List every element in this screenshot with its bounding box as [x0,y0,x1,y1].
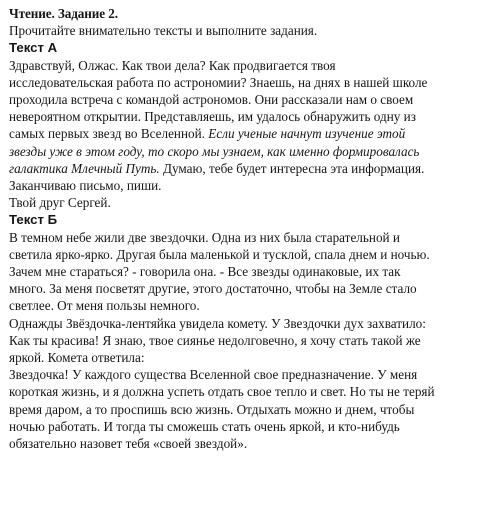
text-b-line: светлее. От меня пользы немного. [9,298,200,314]
text-a-italic-fragment: галактика Млечный Путь. [9,160,160,176]
text-a-line [9,160,475,177]
text-b-line: Зачем мне стараться? - говорила она. - Все звезды одинаковые, их так [9,264,401,280]
text-b-line: светила ярко-ярко. Другая была маленькой и тусклой, спала днем и ночью. [9,246,430,262]
text-b-line: ночью работать. И тогда ты сможешь стать очень яркой, и кто-нибудь [9,418,400,434]
text-b-heading: Текст Б [9,212,58,228]
text-a-italic-fragment: Если ученые начнут изучение этой [208,126,406,142]
text-b-line: Как ты красива! Я знаю, твое сиянье недолговечно, я хочу стать такой же [9,332,421,348]
text-a-line: невероятном открытии. Представляешь, им удалось обнаружить одну из [9,109,416,125]
text-a-section [9,39,475,211]
text-b-line: обязательно назовет тебя «своей звездой». [9,436,248,452]
text-a-line: Заканчиваю письмо, пиши. [9,178,162,194]
text-b-line: В темном небе жили две звездочки. Одна из них была старательной и [9,229,400,245]
text-a-line-plain: Думаю, тебе будет интересна эта информация. [159,160,425,176]
text-b-line: много. За меня посветят другие, этого достаточно, чтобы на Земле стало [9,281,417,297]
text-a-signature: Твой друг Сергей. [9,195,111,211]
text-b-line: Однажды Звёздочка-лентяйка увидела комету. У Звездочки дух захватило: [9,315,426,331]
text-a-line: исследовательская работа по астрономии? Знаешь, на днях в нашей школе [9,74,428,90]
text-a-italic-line: звезды уже в этом году, то скоро мы узнаем, как именно формировалась [9,143,420,159]
text-a-line: проходила встреча с командой астрономов. Они рассказали нам о своем [9,92,414,108]
task-title: Чтение. Задание 2. [9,6,118,21]
text-b-line: короткая жизнь, и я должна успеть отдать свое тепло и свет. Но ты не теряй [9,384,435,400]
text-a-line-plain: самых первых звезд во Вселенной. [9,126,209,142]
text-b-line: Звездочка! У каждого существа Вселенной свое предназначение. У меня [9,367,418,383]
text-b-line: время даром, а то проспишь всю жизнь. Отдыхать можно и днем, чтобы [9,401,415,417]
text-a-heading: Текст А [9,40,58,56]
text-b-section [9,211,475,452]
task-instruction: Прочитайте внимательно тексты и выполните задания. [9,23,318,39]
text-b-line: яркой. Комета ответила: [9,350,145,366]
text-a-line [9,125,475,142]
text-a-line: Здравствуй, Олжас. Как твои дела? Как продвигается твоя [9,57,336,73]
